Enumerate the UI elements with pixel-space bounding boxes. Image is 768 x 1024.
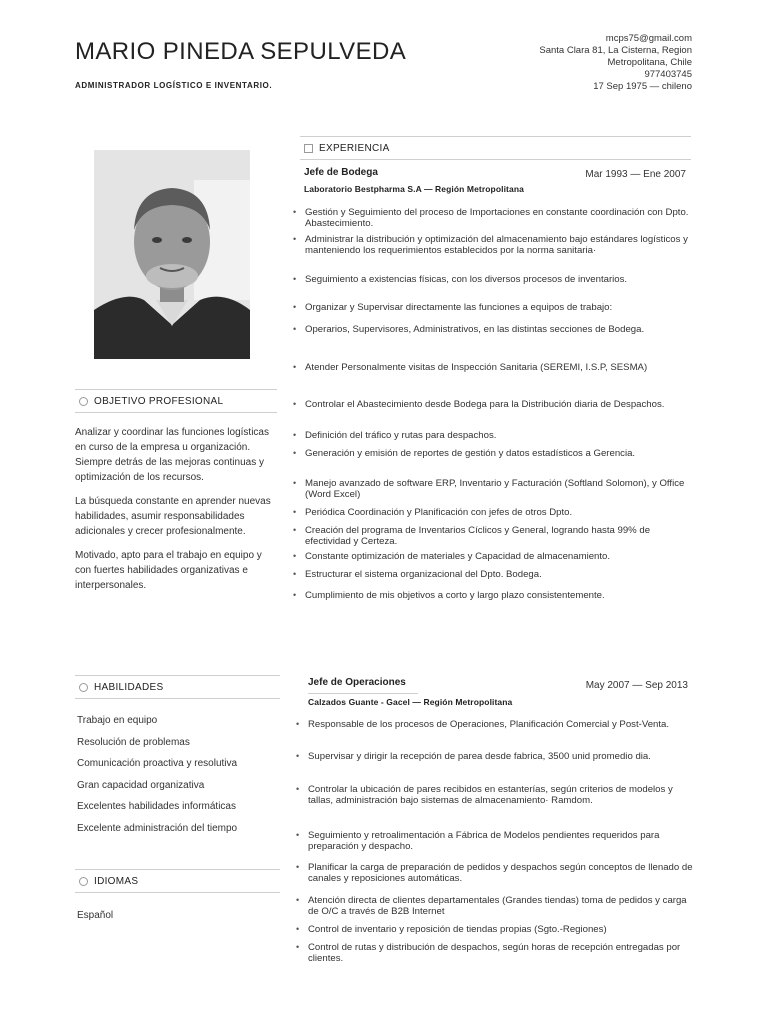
job-dates: May 2007 — Sep 2013 [585, 680, 688, 691]
language-item: Español [77, 910, 114, 921]
job-bullet: • Organizar y Supervisar directamente las funciones a equipos de trabajo: [293, 302, 691, 313]
job-bullet: • Responsable de los procesos de Operaciones, Planificación Comercial y Post-Venta. [296, 719, 694, 730]
job-company: Calzados Guante - Gacel — Región Metropolitana [308, 697, 513, 707]
job-bullet: • Administrar la distribución y optimización del almacenamiento bajo estándares logísticos y manteniendo los requerimientos establecidos por la norma sanitaria· [293, 234, 691, 256]
contact-birth-nationality: 17 Sep 1975 — chileno [593, 81, 692, 92]
job-bullet: • Estructurar el sistema organizacional del Dpto. Bodega. [293, 569, 691, 580]
contact-email: mcps75@gmail.com [605, 33, 692, 44]
job-bullet: • Generación y emisión de reportes de gestión y datos estadísticos a Gerencia. [293, 448, 691, 459]
job-bullet: • Controlar el Abastecimiento desde Bodega para la Distribución diaria de Despachos. [293, 399, 691, 410]
contact-phone: 977403745 [644, 69, 692, 80]
job-bullet: • Supervisar y dirigir la recepción de parea desde fabrica, 3500 unid promedio dia. [296, 751, 694, 762]
job-bullet: • Operarios, Supervisores, Administrativos, en las distintas secciones de Bodega. [293, 324, 691, 335]
job-bullet: • Constante optimización de materiales y Capacidad de almacenamiento. [293, 551, 691, 562]
candidate-title: ADMINISTRADOR LOGÍSTICO E INVENTARIO. [75, 81, 273, 90]
job-title-underline [308, 693, 418, 694]
section-objetivo-title: OBJETIVO PROFESIONAL [94, 395, 224, 407]
skill-item: Excelente administración del tiempo [77, 823, 238, 834]
job-company: Laboratorio Bestpharma S.A — Región Metropolitana [304, 184, 524, 194]
gear-icon [79, 683, 88, 692]
section-objetivo-header [75, 389, 277, 413]
objetivo-paragraph: La búsqueda constante en aprender nuevas habilidades, asumir responsabilidades adicionales y crecer profesionalmente. [75, 496, 271, 537]
section-habilidades-title: HABILIDADES [94, 681, 164, 693]
job-bullet: • Control de rutas y distribución de despachos, según horas de recepción entregadas por clientes. [296, 942, 694, 964]
candidate-name: MARIO PINEDA SEPULVEDA [75, 38, 407, 65]
profile-photo [94, 150, 250, 359]
skill-item: Trabajo en equipo [77, 715, 158, 726]
job-bullet: • Seguimiento y retroalimentación a Fábrica de Modelos pendientes requeridos para preparación y despacho. [296, 830, 694, 852]
job-bullet: • Controlar la ubicación de pares recibidos en estanterías, según criterios de modelos y tallas, administración bajo sistemas de almacenamiento· Ramdom. [296, 784, 694, 806]
job-title: Jefe de Bodega [304, 167, 378, 178]
job-bullet: • Definición del tráfico y rutas para despachos. [293, 430, 691, 441]
contact-block [452, 33, 692, 93]
objetivo-paragraph: Analizar y coordinar las funciones logísticas en curso de la empresa u organización. Siempre detrás de las mejoras continuas y optimización de los recursos. [75, 427, 269, 483]
globe-icon [79, 877, 88, 886]
job-bullet: • Creación del programa de Inventarios Cíclicos y General, logrando hasta 99% de efectividad y Certeza. [293, 525, 691, 547]
skill-item: Gran capacidad organizativa [77, 780, 205, 791]
section-experiencia-header [300, 136, 691, 160]
job-bullet: • Planificar la carga de preparación de pedidos y despachos según conceptos de llenado de canales y reposiciones automáticas. [296, 862, 694, 884]
job-bullet: • Atender Personalmente visitas de Inspección Sanitaria (SEREMI, I.S.P, SESMA) [293, 362, 691, 373]
contact-address-line-1: Santa Clara 81, La Cisterna, Region [539, 45, 692, 56]
job-bullet: • Seguimiento a existencias físicas, con los diversos procesos de inventarios. [293, 274, 691, 285]
job-bullet: • Atención directa de clientes departamentales (Grandes tiendas) toma de pedidos y carga de O/C a través de B2B Internet [296, 895, 694, 917]
section-habilidades-header [75, 675, 280, 699]
skill-item: Resolución de problemas [77, 737, 190, 748]
objetivo-text [75, 425, 275, 602]
objetivo-paragraph: Motivado, apto para el trabajo en equipo y con fuertes habilidades organizativas e interpersonales. [75, 550, 262, 591]
job-title: Jefe de Operaciones [308, 677, 406, 688]
briefcase-icon [304, 144, 313, 153]
skill-item: Comunicación proactiva y resolutiva [77, 758, 238, 769]
job-bullet: • Periódica Coordinación y Planificación con jefes de otros Dpto. [293, 507, 691, 518]
job-bullet: • Cumplimiento de mis objetivos a corto y largo plazo consistentemente. [293, 590, 691, 601]
job-bullet: • Control de inventario y reposición de tiendas propias (Sgto.-Regiones) [296, 924, 694, 935]
target-icon [79, 397, 88, 406]
section-idiomas-title: IDIOMAS [94, 875, 139, 887]
job-dates: Mar 1993 — Ene 2007 [585, 169, 686, 180]
section-experiencia-title: EXPERIENCIA [319, 142, 390, 154]
skill-item: Excelentes habilidades informáticas [77, 801, 236, 812]
section-idiomas-header [75, 869, 280, 893]
job-bullet: • Gestión y Seguimiento del proceso de Importaciones en constante coordinación con Dpto. Abastecimiento. [293, 207, 691, 229]
job-bullet: • Manejo avanzado de software ERP, Inventario y Facturación (Softland Solomon), y Office (Word Excel) [293, 478, 691, 500]
contact-address-line-2: Metropolitana, Chile [607, 57, 692, 68]
